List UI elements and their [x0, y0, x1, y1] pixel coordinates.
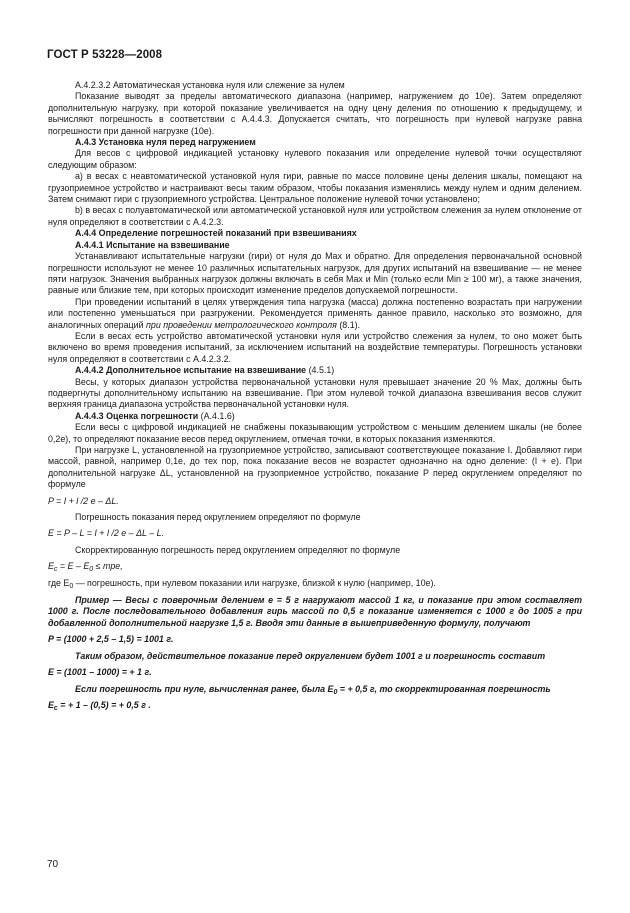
section-a44-title: А.4.4 Определение погрешностей показаний при взвешиваниях: [75, 228, 357, 239]
section-a442-title: А.4.4.2 Дополнительное испытание на взвешивание: [75, 365, 307, 376]
formula-p: P = I + l /2 e – ΔL.: [48, 495, 119, 506]
example-label: Пример: [75, 595, 110, 606]
example-formula-ec-post: = + 1 – (0,5) = + 0,5 г .: [57, 699, 151, 710]
section-a441-body1: Устанавливают испытательные нагрузки (гири) от нуля до Max и обратно. Для определения первоначальной основной погрешности используют не менее 10 различных испытательных нагрузок, для других испытаний на взвешивание — не менее пяти нагрузок. Значения выбранных нагрузок должны включать в себя Max и Min (только если Min ≥ 100 мг), а также значения, равные или близкие тем, при которых происходит изменение пределов допускаемой погрешности.: [48, 251, 582, 296]
section-a442-heading: [48, 365, 582, 376]
where-sub: 0: [69, 582, 74, 590]
example-text-3-post: = + 0,5 г, то скорректированная погрешность: [337, 683, 551, 694]
formula-ec-post: ≤ mpe,: [93, 561, 123, 572]
document-header: ГОСТ Р 53228—2008: [47, 49, 163, 61]
where-post: — погрешность, при нулевом показании или нагрузке, близкой к нулю (например, 10e).: [73, 577, 436, 588]
section-a443-body1: Если весы с цифровой индикацией не снабжены показывающим устройством с меньшим делением шкалы (не более 0,2e), то определяют показание весов перед округлением, отмечая точки, в которых показания изменяются.: [48, 422, 582, 444]
formula-e-intro: Погрешность показания перед округлением определяют по формуле: [75, 512, 361, 523]
section-a441-title: А.4.4.1 Испытание на взвешивание: [75, 239, 230, 250]
section-a443-ref: (А.4.1.6): [198, 410, 235, 421]
formula-ec-where: [48, 578, 582, 589]
page-body: [48, 80, 582, 716]
example-text-2: Таким образом, действительное показание перед округлением будет 1001 г и погрешность составит: [75, 650, 546, 661]
a441-body2-text: При проведении испытаний в целях утверждения типа нагрузка (масса) должна постепенно возрастать при нагружении или постепенно уменьшаться при разгружении. Рекомендуется применять данное правило, насколько это возможно, для аналогичных операций: [48, 296, 582, 330]
formula-e: E = P – L = I + l /2 e – ΔL – L.: [48, 528, 165, 539]
section-a43-title: А.4.3 Установка нуля перед нагружением: [75, 137, 256, 148]
section-a43-item-a: а) в весах с неавтоматической установкой нуля гири, равные по массе половине цены деления шкалы, помещают на грузоприемное устройство и настраивают весы таким образом, чтобы показания изменялись между нулем и одним делением. Затем снимают гири с грузоприемного устройства. Центральное положение нулевой точки установлено;: [48, 171, 582, 205]
section-a43-body: Для весов с цифровой индикацией установку нулевого показания или определение нулевой точки осуществляют следующим образом:: [48, 148, 582, 170]
example-text-3-sub: 0: [333, 688, 338, 696]
section-a441-body2: [48, 297, 582, 331]
example-formula-ec: [48, 700, 582, 711]
formula-ec-e: E: [48, 561, 54, 572]
example-body: — Весы с поверочным делением e = 5 г нагружают массой 1 кг, и показание при этом составляет 1000 г. После последовательного добавления гирь массой по 0,5 г показание изменяется с 1000 г до 1005 г при добавленной дополнительной нагрузке 1,5 г. Вводя эти данные в вышеприведенную формулу, получают: [48, 595, 582, 628]
section-a43-item-b: b) в весах с полуавтоматической или автоматической установкой нуля или устройством слежения за нулем отклонение от нуля определяют в соответствии с А.4.2.3.: [48, 205, 582, 227]
section-a442-body: Весы, у которых диапазон устройства первоначальной установки нуля превышает значение 20 % Max, должны быть подвергнуты дополнительному испытанию на взвешивание. При этом нулевой точкой диапазона взвешивания весов служит верхняя граница диапазона устройства первоначальной установки нуля.: [48, 376, 582, 410]
section-a442-ref: (4.5.1): [306, 365, 335, 376]
section-a443-title: А.4.4.3 Оценка погрешности: [75, 410, 199, 421]
example-formula-ec-sub: c: [53, 704, 58, 712]
page-number: 70: [47, 859, 59, 870]
a441-body2-italic: при проведении метрологического контроля: [146, 319, 337, 330]
example-paragraph: [48, 595, 582, 629]
a441-body2-ref: (8.1).: [336, 319, 361, 330]
formula-ec-mid: = E – E: [57, 561, 90, 572]
where-pre: где E: [48, 577, 70, 588]
section-a4232-body: Показание выводят за пределы автоматического диапазона (например, нагружением до 10e). Затем определяют дополнительную нагрузку, при которой показание увеличивается на одну цену деления по отношению к предыдущему, и вычисляют погрешность в соответствии с А.4.4.3. Допускается считать, что погрешность при нулевой нагрузке равна погрешности при данной нагрузке (10e).: [48, 91, 582, 136]
example-text-3: [48, 684, 582, 695]
section-a4232-title: А.4.2.3.2 Автоматическая установка нуля или слежение за нулем: [75, 80, 345, 90]
example-text-3-pre: Если погрешность при нуле, вычисленная ранее, была E: [75, 683, 334, 694]
example-formula-p: P = (1000 + 2,5 – 1,5) = 1001 г.: [48, 634, 174, 645]
section-a441-body3: Если в весах есть устройство автоматической установки нуля или устройство слежения за нулем, то оно может быть включено во время проведения испытаний, за исключением испытаний на воздействие температуры. Погрешность установки нуля определяют в соответствии с А.4.2.3.2.: [48, 330, 582, 364]
section-a443-heading: [48, 411, 582, 422]
section-a443-body2: При нагрузке L, установленной на грузоприемное устройство, записывают соответствующее показание I. Добавляют гири массой, равной, например 0,1e, до тех пор, пока показание весов не возрастет однозначно на одно деление: (I + e). При дополнительной нагрузке ΔL, установленной на грузоприемное устройство, показание P перед округлением определяют по формуле: [48, 445, 582, 490]
formula-ec-sub-0: 0: [89, 566, 94, 574]
example-formula-ec-e: E: [48, 699, 54, 710]
example-formula-e: E = (1001 – 1000) = + 1 г.: [48, 667, 152, 678]
formula-ec: [48, 561, 582, 572]
formula-ec-intro: Скорректированную погрешность перед округлением определяют по формуле: [75, 544, 401, 555]
formula-ec-sub-c: c: [53, 566, 58, 574]
